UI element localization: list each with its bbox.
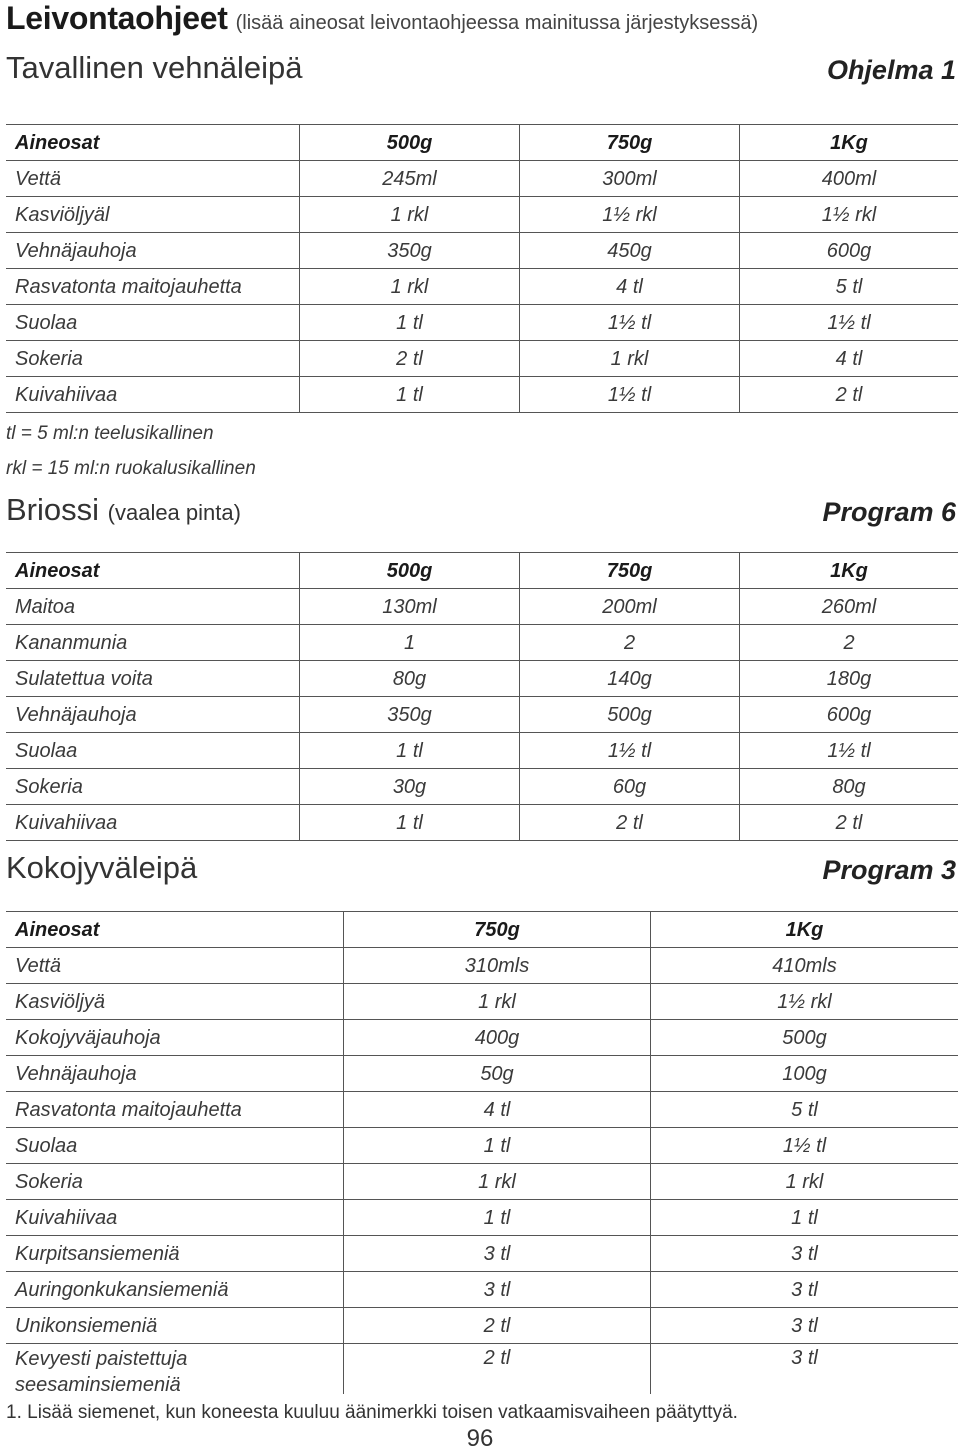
ingredient-amount: 1 tl bbox=[343, 1200, 650, 1235]
page-header bbox=[6, 0, 758, 40]
ingredient-name: Kasviöljyäl bbox=[15, 203, 110, 226]
recipe-table-wheat-bread bbox=[6, 124, 958, 413]
ingredient-amount: 1 rkl bbox=[299, 269, 519, 304]
ingredient-amount: 1½ tl bbox=[739, 305, 958, 340]
ingredient-amount: 3 tl bbox=[650, 1236, 958, 1271]
program-label: Ohjelma 1 bbox=[826, 55, 956, 85]
table-row bbox=[6, 305, 958, 341]
ingredient-amount: 60g bbox=[519, 769, 739, 804]
table-row bbox=[6, 1164, 958, 1200]
ingredient-amount: 2 tl bbox=[343, 1344, 650, 1394]
ingredient-name: Vehnäjauhoja bbox=[15, 239, 137, 262]
table-row bbox=[6, 733, 958, 769]
ingredient-name: Auringonkukansiemeniä bbox=[15, 1278, 229, 1301]
ingredient-amount: 410mls bbox=[650, 948, 958, 983]
ingredient-amount: 500g bbox=[650, 1020, 958, 1055]
ingredient-amount: 3 tl bbox=[343, 1236, 650, 1271]
ingredient-amount: 1 rkl bbox=[519, 341, 739, 376]
ingredient-amount: 2 tl bbox=[343, 1308, 650, 1343]
ingredient-header: Aineosat bbox=[15, 559, 100, 582]
table-row bbox=[6, 269, 958, 305]
ingredient-amount: 1½ rkl bbox=[650, 984, 958, 1019]
ingredient-amount: 4 tl bbox=[739, 341, 958, 376]
ingredient-amount: 350g bbox=[299, 233, 519, 268]
ingredient-amount: 1½ tl bbox=[519, 305, 739, 340]
size-header: 500g bbox=[299, 125, 519, 160]
table-header-row bbox=[6, 125, 958, 161]
note-rkl: rkl = 15 ml:n ruokalusikallinen bbox=[6, 458, 256, 479]
size-header: 1Kg bbox=[650, 912, 958, 947]
program-label: Program 3 bbox=[822, 855, 956, 885]
section-title: Tavallinen vehnäleipä bbox=[6, 50, 303, 85]
ingredient-name: Vehnäjauhoja bbox=[15, 703, 137, 726]
table-row bbox=[6, 805, 958, 841]
ingredient-name: Kuivahiivaa bbox=[15, 383, 118, 406]
ingredient-name: Vettä bbox=[15, 954, 61, 977]
size-header: 750g bbox=[519, 125, 739, 160]
ingredient-name: Vettä bbox=[15, 167, 61, 190]
section-subtitle: (vaalea pinta) bbox=[107, 500, 241, 525]
ingredient-header: Aineosat bbox=[15, 918, 100, 941]
ingredient-amount: 1 bbox=[299, 625, 519, 660]
ingredient-name: Suolaa bbox=[15, 739, 78, 762]
ingredient-amount: 4 tl bbox=[519, 269, 739, 304]
table-row bbox=[6, 1236, 958, 1272]
ingredient-amount: 1 tl bbox=[343, 1128, 650, 1163]
ingredient-amount: 2 bbox=[519, 625, 739, 660]
page-number: 96 bbox=[466, 1425, 494, 1452]
ingredient-amount: 2 tl bbox=[519, 805, 739, 840]
ingredient-name: Kevyesti paistettuja seesaminsiemeniä bbox=[15, 1348, 188, 1396]
ingredient-name: Unikonsiemeniä bbox=[15, 1314, 158, 1337]
ingredient-amount: 1½ rkl bbox=[519, 197, 739, 232]
ingredient-amount: 3 tl bbox=[650, 1308, 958, 1343]
ingredient-amount: 1½ tl bbox=[739, 733, 958, 768]
ingredient-amount: 80g bbox=[299, 661, 519, 696]
recipe-table-brioche bbox=[6, 552, 958, 841]
page-subtitle: (lisää aineosat leivontaohjeessa mainitussa järjestyksessä) bbox=[235, 12, 759, 34]
section-header-brioche bbox=[6, 488, 956, 532]
ingredient-amount: 1 rkl bbox=[299, 197, 519, 232]
ingredient-name: Kokojyväjauhoja bbox=[15, 1026, 161, 1049]
footnote: 1. Lisää siemenet, kun koneesta kuuluu äänimerkki toisen vatkaamisvaiheen päätyttyä. bbox=[6, 1402, 738, 1423]
ingredient-name: Kuivahiivaa bbox=[15, 1206, 118, 1229]
ingredient-amount: 400ml bbox=[739, 161, 958, 196]
table-row bbox=[6, 161, 958, 197]
ingredient-amount: 30g bbox=[299, 769, 519, 804]
ingredient-name: Sokeria bbox=[15, 1170, 83, 1193]
ingredient-amount: 300ml bbox=[519, 161, 739, 196]
ingredient-amount: 50g bbox=[343, 1056, 650, 1091]
table-row bbox=[6, 1272, 958, 1308]
ingredient-amount: 3 tl bbox=[650, 1272, 958, 1307]
ingredient-amount: 200ml bbox=[519, 589, 739, 624]
ingredient-amount: 2 tl bbox=[299, 341, 519, 376]
ingredient-amount: 1 tl bbox=[299, 805, 519, 840]
table-row bbox=[6, 661, 958, 697]
ingredient-name: Sokeria bbox=[15, 347, 83, 370]
table-row bbox=[6, 948, 958, 984]
ingredient-amount: 180g bbox=[739, 661, 958, 696]
ingredient-amount: 5 tl bbox=[739, 269, 958, 304]
ingredient-amount: 600g bbox=[739, 697, 958, 732]
size-header: 500g bbox=[299, 553, 519, 588]
ingredient-name: Sulatettua voita bbox=[15, 667, 153, 690]
ingredient-amount: 400g bbox=[343, 1020, 650, 1055]
ingredient-amount: 500g bbox=[519, 697, 739, 732]
ingredient-amount: 100g bbox=[650, 1056, 958, 1091]
ingredient-name: Kurpitsansiemeniä bbox=[15, 1242, 180, 1265]
ingredient-name: Sokeria bbox=[15, 775, 83, 798]
size-header: 1Kg bbox=[739, 125, 958, 160]
ingredient-amount: 350g bbox=[299, 697, 519, 732]
size-header: 750g bbox=[519, 553, 739, 588]
table-row bbox=[6, 233, 958, 269]
ingredient-amount: 130ml bbox=[299, 589, 519, 624]
ingredient-amount: 1 tl bbox=[299, 733, 519, 768]
program-label: Program 6 bbox=[822, 497, 956, 527]
ingredient-name: Maitoa bbox=[15, 595, 76, 618]
ingredient-amount: 5 tl bbox=[650, 1092, 958, 1127]
recipe-table-wholegrain-bread bbox=[6, 911, 958, 1394]
table-row bbox=[6, 1056, 958, 1092]
table-row bbox=[6, 589, 958, 625]
section-title: Briossi (vaalea pinta) bbox=[6, 492, 241, 527]
ingredient-amount: 1 rkl bbox=[343, 984, 650, 1019]
table-row bbox=[6, 1344, 958, 1394]
table-row bbox=[6, 769, 958, 805]
ingredient-amount: 600g bbox=[739, 233, 958, 268]
ingredient-header: Aineosat bbox=[15, 131, 100, 154]
ingredient-name: Rasvatonta maitojauhetta bbox=[15, 275, 242, 298]
ingredient-amount: 1 tl bbox=[650, 1200, 958, 1235]
section-header-wheat-bread bbox=[6, 46, 956, 90]
size-header: 750g bbox=[343, 912, 650, 947]
ingredient-name: Vehnäjauhoja bbox=[15, 1062, 137, 1085]
ingredient-name: Rasvatonta maitojauhetta bbox=[15, 1098, 242, 1121]
ingredient-amount: 2 tl bbox=[739, 805, 958, 840]
ingredient-amount: 1 rkl bbox=[650, 1164, 958, 1199]
section-title: Kokojyväleipä bbox=[6, 850, 198, 885]
table-row bbox=[6, 1020, 958, 1056]
table-row bbox=[6, 1128, 958, 1164]
table-row bbox=[6, 1092, 958, 1128]
table-row bbox=[6, 341, 958, 377]
page-title: Leivontaohjeet bbox=[6, 0, 228, 36]
table-row bbox=[6, 1308, 958, 1344]
table-row bbox=[6, 697, 958, 733]
ingredient-name: Kasviöljyä bbox=[15, 990, 106, 1013]
table-row bbox=[6, 377, 958, 413]
table-header-row bbox=[6, 912, 958, 948]
ingredient-amount: 3 tl bbox=[343, 1272, 650, 1307]
ingredient-name: Kananmunia bbox=[15, 631, 128, 654]
ingredient-amount: 140g bbox=[519, 661, 739, 696]
table-row bbox=[6, 984, 958, 1020]
ingredient-amount: 1 tl bbox=[299, 305, 519, 340]
table-row bbox=[6, 625, 958, 661]
ingredient-amount: 1½ tl bbox=[519, 733, 739, 768]
ingredient-amount: 260ml bbox=[739, 589, 958, 624]
ingredient-amount: 4 tl bbox=[343, 1092, 650, 1127]
ingredient-amount: 2 bbox=[739, 625, 958, 660]
ingredient-name: Suolaa bbox=[15, 1134, 78, 1157]
ingredient-amount: 1 rkl bbox=[343, 1164, 650, 1199]
ingredient-amount: 310mls bbox=[343, 948, 650, 983]
ingredient-amount: 1 tl bbox=[299, 377, 519, 412]
section-header-wholegrain-bread bbox=[6, 846, 956, 890]
ingredient-name: Kuivahiivaa bbox=[15, 811, 118, 834]
size-header: 1Kg bbox=[739, 553, 958, 588]
table-row bbox=[6, 1200, 958, 1236]
ingredient-amount: 450g bbox=[519, 233, 739, 268]
ingredient-amount: 1½ tl bbox=[519, 377, 739, 412]
table-row bbox=[6, 197, 958, 233]
ingredient-amount: 2 tl bbox=[739, 377, 958, 412]
ingredient-amount: 3 tl bbox=[650, 1344, 958, 1394]
ingredient-name: Suolaa bbox=[15, 311, 78, 334]
note-tl: tl = 5 ml:n teelusikallinen bbox=[6, 423, 214, 444]
ingredient-amount: 245ml bbox=[299, 161, 519, 196]
ingredient-amount: 1½ tl bbox=[650, 1128, 958, 1163]
table-header-row bbox=[6, 553, 958, 589]
ingredient-amount: 1½ rkl bbox=[739, 197, 958, 232]
ingredient-amount: 80g bbox=[739, 769, 958, 804]
